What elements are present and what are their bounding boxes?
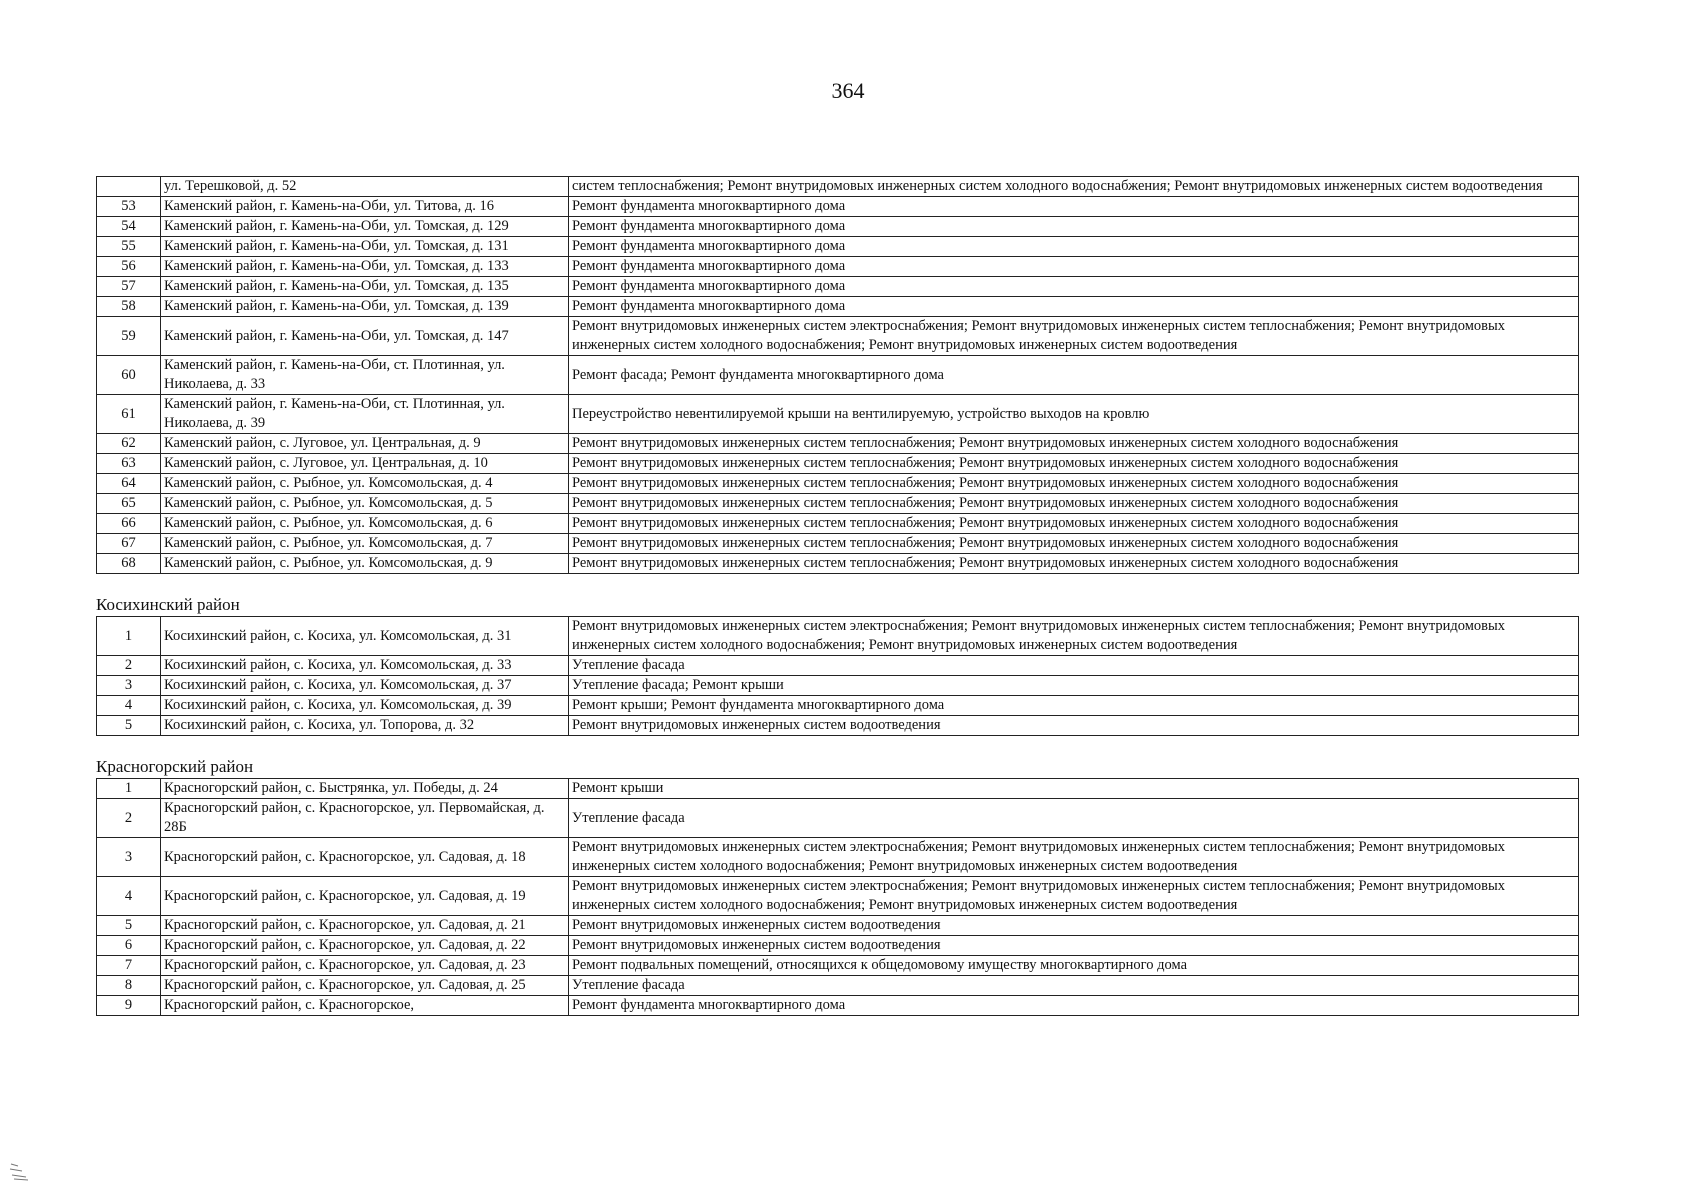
table-row: [97, 676, 1579, 696]
table-row: [97, 277, 1579, 297]
district-heading: Красногорский район: [96, 757, 254, 776]
address-cell: Каменский район, с. Рыбное, ул. Комсомольская, д. 9: [161, 554, 569, 574]
table-row: [97, 534, 1579, 554]
row-number-cell: 5: [97, 716, 161, 736]
address-cell: Каменский район, г. Камень-на-Оби, ул. Томская, д. 133: [161, 257, 569, 277]
address-cell: Косихинский район, с. Косиха, ул. Комсомольская, д. 31: [161, 617, 569, 656]
address-cell: Красногорский район, с. Красногорское,: [161, 996, 569, 1016]
address-cell: Красногорский район, с. Красногорское, ул. Садовая, д. 25: [161, 976, 569, 996]
table-row: [97, 317, 1579, 356]
table-row: [97, 779, 1579, 799]
address-cell: Красногорский район, с. Быстрянка, ул. Победы, д. 24: [161, 779, 569, 799]
scan-artifact-icon: [8, 1160, 32, 1182]
address-cell: Каменский район, с. Рыбное, ул. Комсомольская, д. 4: [161, 474, 569, 494]
works-cell: Ремонт внутридомовых инженерных систем теплоснабжения; Ремонт внутридомовых инженерных систем холодного водоснабжения: [569, 454, 1579, 474]
table-row: [97, 474, 1579, 494]
table-row: [97, 297, 1579, 317]
row-number-cell: 2: [97, 656, 161, 676]
row-number-cell: 62: [97, 434, 161, 454]
address-cell: Каменский район, г. Камень-на-Оби, ул. Титова, д. 16: [161, 197, 569, 217]
works-cell: Ремонт внутридомовых инженерных систем теплоснабжения; Ремонт внутридомовых инженерных систем холодного водоснабжения: [569, 554, 1579, 574]
table-row: [97, 494, 1579, 514]
works-cell: Ремонт внутридомовых инженерных систем водоотведения: [569, 936, 1579, 956]
address-cell: ул. Терешковой, д. 52: [161, 177, 569, 197]
district-heading: Косихинский район: [96, 595, 240, 614]
works-cell: Ремонт подвальных помещений, относящихся к общедомовому имуществу многоквартирного дома: [569, 956, 1579, 976]
address-cell: Красногорский район, с. Красногорское, ул. Садовая, д. 18: [161, 838, 569, 877]
works-cell: Ремонт фундамента многоквартирного дома: [569, 297, 1579, 317]
works-cell: Ремонт внутридомовых инженерных систем теплоснабжения; Ремонт внутридомовых инженерных систем холодного водоснабжения: [569, 494, 1579, 514]
address-cell: Каменский район, г. Камень-на-Оби, ул. Томская, д. 129: [161, 217, 569, 237]
address-cell: Красногорский район, с. Красногорское, ул. Садовая, д. 21: [161, 916, 569, 936]
row-number-cell: 3: [97, 676, 161, 696]
row-number-cell: 64: [97, 474, 161, 494]
address-cell: Каменский район, г. Камень-на-Оби, ст. Плотинная, ул. Николаева, д. 33: [161, 356, 569, 395]
works-cell: Ремонт крыши; Ремонт фундамента многоквартирного дома: [569, 696, 1579, 716]
works-cell: Утепление фасада: [569, 656, 1579, 676]
row-number-cell: 4: [97, 696, 161, 716]
table-row: [97, 976, 1579, 996]
works-cell: Ремонт внутридомовых инженерных систем водоотведения: [569, 716, 1579, 736]
works-cell: Ремонт фундамента многоквартирного дома: [569, 217, 1579, 237]
works-cell: Ремонт фундамента многоквартирного дома: [569, 996, 1579, 1016]
address-cell: Красногорский район, с. Красногорское, ул. Первомайская, д. 28Б: [161, 799, 569, 838]
row-number-cell: 58: [97, 297, 161, 317]
row-number-cell: 67: [97, 534, 161, 554]
row-number-cell: 61: [97, 395, 161, 434]
row-number-cell: 7: [97, 956, 161, 976]
row-number-cell: 60: [97, 356, 161, 395]
row-number-cell: 66: [97, 514, 161, 534]
table-row: [97, 434, 1579, 454]
works-cell: Ремонт внутридомовых инженерных систем водоотведения: [569, 916, 1579, 936]
table-row: [97, 996, 1579, 1016]
table-row: [97, 514, 1579, 534]
row-number-cell: 63: [97, 454, 161, 474]
table-row: [97, 799, 1579, 838]
works-cell: Утепление фасада: [569, 976, 1579, 996]
table-row: [97, 177, 1579, 197]
table-row: [97, 877, 1579, 916]
row-number-cell: 59: [97, 317, 161, 356]
row-number-cell: 4: [97, 877, 161, 916]
page-number: 364: [831, 78, 865, 103]
table-row: [97, 956, 1579, 976]
table-row: [97, 617, 1579, 656]
row-number-cell: 5: [97, 916, 161, 936]
table-row: [97, 838, 1579, 877]
works-cell: Ремонт внутридомовых инженерных систем теплоснабжения; Ремонт внутридомовых инженерных систем холодного водоснабжения: [569, 534, 1579, 554]
works-cell: Ремонт фасада; Ремонт фундамента многоквартирного дома: [569, 356, 1579, 395]
table-row: [97, 716, 1579, 736]
table-row: [97, 454, 1579, 474]
works-cell: Утепление фасада; Ремонт крыши: [569, 676, 1579, 696]
row-number-cell: 68: [97, 554, 161, 574]
works-cell: систем теплоснабжения; Ремонт внутридомовых инженерных систем холодного водоснабжения; Ремонт внутридомовых инженерных систем водоотведения: [569, 177, 1579, 197]
table-row: [97, 696, 1579, 716]
address-cell: Косихинский район, с. Косиха, ул. Комсомольская, д. 37: [161, 676, 569, 696]
address-cell: Каменский район, г. Камень-на-Оби, ст. Плотинная, ул. Николаева, д. 39: [161, 395, 569, 434]
works-cell: Переустройство невентилируемой крыши на вентилируемую, устройство выходов на кровлю: [569, 395, 1579, 434]
row-number-cell: 2: [97, 799, 161, 838]
address-cell: Каменский район, г. Камень-на-Оби, ул. Томская, д. 135: [161, 277, 569, 297]
address-cell: Каменский район, с. Луговое, ул. Центральная, д. 10: [161, 454, 569, 474]
row-number-cell: 57: [97, 277, 161, 297]
program-table: [96, 176, 1578, 1016]
address-cell: Каменский район, г. Камень-на-Оби, ул. Томская, д. 147: [161, 317, 569, 356]
table-row: [97, 197, 1579, 217]
row-number-cell: 65: [97, 494, 161, 514]
row-number-cell: 53: [97, 197, 161, 217]
row-number-cell: [97, 177, 161, 197]
works-cell: Ремонт фундамента многоквартирного дома: [569, 257, 1579, 277]
works-cell: Ремонт крыши: [569, 779, 1579, 799]
address-cell: Каменский район, с. Рыбное, ул. Комсомольская, д. 6: [161, 514, 569, 534]
works-cell: Ремонт фундамента многоквартирного дома: [569, 197, 1579, 217]
row-number-cell: 9: [97, 996, 161, 1016]
works-cell: Ремонт внутридомовых инженерных систем электроснабжения; Ремонт внутридомовых инженерных систем теплоснабжения; Ремонт внутридомовых инженерных систем холодного водоснабжения; Ремонт внутридомовых инженерных систем водоотведения: [569, 838, 1579, 877]
address-cell: Каменский район, с. Луговое, ул. Центральная, д. 9: [161, 434, 569, 454]
works-cell: Ремонт внутридомовых инженерных систем теплоснабжения; Ремонт внутридомовых инженерных систем холодного водоснабжения: [569, 474, 1579, 494]
address-cell: Косихинский район, с. Косиха, ул. Комсомольская, д. 33: [161, 656, 569, 676]
table-row: [97, 936, 1579, 956]
works-cell: Утепление фасада: [569, 799, 1579, 838]
address-cell: Каменский район, г. Камень-на-Оби, ул. Томская, д. 131: [161, 237, 569, 257]
works-cell: Ремонт внутридомовых инженерных систем теплоснабжения; Ремонт внутридомовых инженерных систем холодного водоснабжения: [569, 514, 1579, 534]
address-cell: Косихинский район, с. Косиха, ул. Топорова, д. 32: [161, 716, 569, 736]
address-cell: Красногорский район, с. Красногорское, ул. Садовая, д. 23: [161, 956, 569, 976]
house-list-table: [96, 616, 1579, 736]
house-list-table: [96, 778, 1579, 1016]
table-row: [97, 217, 1579, 237]
table-row: [97, 554, 1579, 574]
works-cell: Ремонт внутридомовых инженерных систем теплоснабжения; Ремонт внутридомовых инженерных систем холодного водоснабжения: [569, 434, 1579, 454]
table-row: [97, 237, 1579, 257]
row-number-cell: 1: [97, 617, 161, 656]
row-number-cell: 6: [97, 936, 161, 956]
address-cell: Красногорский район, с. Красногорское, ул. Садовая, д. 22: [161, 936, 569, 956]
table-row: [97, 257, 1579, 277]
row-number-cell: 56: [97, 257, 161, 277]
address-cell: Каменский район, с. Рыбное, ул. Комсомольская, д. 5: [161, 494, 569, 514]
row-number-cell: 55: [97, 237, 161, 257]
address-cell: Каменский район, г. Камень-на-Оби, ул. Томская, д. 139: [161, 297, 569, 317]
works-cell: Ремонт внутридомовых инженерных систем электроснабжения; Ремонт внутридомовых инженерных систем теплоснабжения; Ремонт внутридомовых инженерных систем холодного водоснабжения; Ремонт внутридомовых инженерных систем водоотведения: [569, 617, 1579, 656]
table-row: [97, 656, 1579, 676]
row-number-cell: 54: [97, 217, 161, 237]
table-row: [97, 916, 1579, 936]
address-cell: Каменский район, с. Рыбное, ул. Комсомольская, д. 7: [161, 534, 569, 554]
row-number-cell: 1: [97, 779, 161, 799]
works-cell: Ремонт фундамента многоквартирного дома: [569, 237, 1579, 257]
works-cell: Ремонт фундамента многоквартирного дома: [569, 277, 1579, 297]
row-number-cell: 8: [97, 976, 161, 996]
works-cell: Ремонт внутридомовых инженерных систем электроснабжения; Ремонт внутридомовых инженерных систем теплоснабжения; Ремонт внутридомовых инженерных систем холодного водоснабжения; Ремонт внутридомовых инженерных систем водоотведения: [569, 877, 1579, 916]
table-row: [97, 395, 1579, 434]
house-list-table: [96, 176, 1579, 574]
row-number-cell: 3: [97, 838, 161, 877]
address-cell: Косихинский район, с. Косиха, ул. Комсомольская, д. 39: [161, 696, 569, 716]
table-row: [97, 356, 1579, 395]
address-cell: Красногорский район, с. Красногорское, ул. Садовая, д. 19: [161, 877, 569, 916]
works-cell: Ремонт внутридомовых инженерных систем электроснабжения; Ремонт внутридомовых инженерных систем теплоснабжения; Ремонт внутридомовых инженерных систем холодного водоснабжения; Ремонт внутридомовых инженерных систем водоотведения: [569, 317, 1579, 356]
